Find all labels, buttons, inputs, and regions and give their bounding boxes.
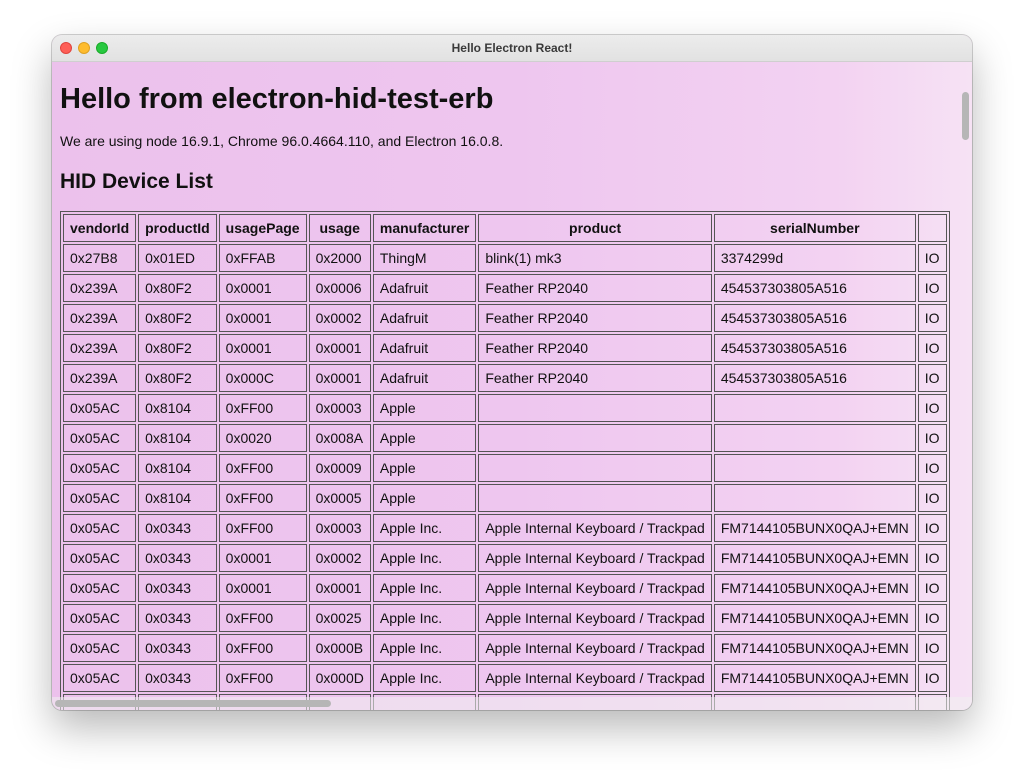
column-header: productId: [138, 214, 217, 242]
table-cell: 0x8104: [138, 424, 217, 452]
column-header: usagePage: [219, 214, 307, 242]
table-row: [63, 664, 947, 692]
table-cell: FM7144105BUNX0QAJ+EMN: [714, 634, 916, 662]
table-cell: 0x000C: [219, 364, 307, 392]
table-cell: FM7144105BUNX0QAJ+EMN: [714, 664, 916, 692]
table-cell: IO: [918, 634, 947, 662]
page-content: [52, 62, 972, 710]
table-cell: Feather RP2040: [478, 364, 711, 392]
hid-device-table: [60, 211, 950, 710]
table-cell: [714, 394, 916, 422]
table-cell: Apple: [373, 394, 476, 422]
table-cell: 0x01ED: [138, 244, 217, 272]
table-cell: 0xFF00: [219, 394, 307, 422]
table-cell: 0x05AC: [63, 484, 136, 512]
table-cell: 454537303805A516: [714, 364, 916, 392]
table-cell: 0x0002: [309, 304, 371, 332]
table-cell: Feather RP2040: [478, 274, 711, 302]
table-row: [63, 424, 947, 452]
table-row: [63, 394, 947, 422]
table-cell: 0x8104: [138, 454, 217, 482]
column-header: vendorId: [63, 214, 136, 242]
table-cell: 0x0002: [309, 544, 371, 572]
column-header: product: [478, 214, 711, 242]
table-cell: 0x239A: [63, 334, 136, 362]
table-cell: ThingM: [373, 244, 476, 272]
table-cell: Apple Internal Keyboard / Trackpad: [478, 604, 711, 632]
table-cell: 0x27B8: [63, 244, 136, 272]
table-cell: blink(1) mk3: [478, 244, 711, 272]
table-cell: 0xFF00: [219, 664, 307, 692]
table-cell: 0x0001: [219, 274, 307, 302]
table-cell: 454537303805A516: [714, 304, 916, 332]
table-header-row: [63, 214, 947, 242]
table-cell: 0x05AC: [63, 454, 136, 482]
table-cell: IO: [918, 364, 947, 392]
table-cell: IO: [918, 274, 947, 302]
table-cell: 0x0001: [219, 334, 307, 362]
table-cell: IO: [918, 604, 947, 632]
table-cell: 0xFF00: [219, 454, 307, 482]
table-row: [63, 244, 947, 272]
table-cell: 0x2000: [309, 244, 371, 272]
table-cell: 0x239A: [63, 274, 136, 302]
table-cell: 0x0001: [309, 334, 371, 362]
table-cell: Apple Inc.: [373, 574, 476, 602]
table-cell: 3374299d: [714, 244, 916, 272]
column-header: [918, 214, 947, 242]
table-cell: IO: [918, 334, 947, 362]
table-cell: 0x8104: [138, 484, 217, 512]
table-cell: 0x0025: [309, 604, 371, 632]
table-row: [63, 544, 947, 572]
table-cell: 0x000B: [309, 634, 371, 662]
table-row: [63, 484, 947, 512]
table-cell: 0x239A: [63, 304, 136, 332]
table-cell: 0x0343: [138, 544, 217, 572]
table-row: [63, 334, 947, 362]
table-cell: 0x0001: [219, 304, 307, 332]
table-cell: Apple Internal Keyboard / Trackpad: [478, 664, 711, 692]
table-cell: 0x0343: [138, 514, 217, 542]
table-cell: 0x05AC: [63, 574, 136, 602]
table-cell: 0xFF00: [219, 514, 307, 542]
table-cell: Feather RP2040: [478, 334, 711, 362]
table-cell: FM7144105BUNX0QAJ+EMN: [714, 574, 916, 602]
table-cell: IO: [918, 514, 947, 542]
table-cell: FM7144105BUNX0QAJ+EMN: [714, 604, 916, 632]
table-cell: 0x05AC: [63, 634, 136, 662]
table-cell: FM7144105BUNX0QAJ+EMN: [714, 514, 916, 542]
table-cell: Apple: [373, 484, 476, 512]
column-header: manufacturer: [373, 214, 476, 242]
table-cell: [478, 484, 711, 512]
table-cell: 0xFFAB: [219, 244, 307, 272]
table-cell: 0x80F2: [138, 304, 217, 332]
table-cell: Apple Inc.: [373, 544, 476, 572]
table-cell: Apple Inc.: [373, 514, 476, 542]
table-cell: Adafruit: [373, 334, 476, 362]
table-cell: [478, 394, 711, 422]
table-row: [63, 634, 947, 662]
table-cell: 454537303805A516: [714, 334, 916, 362]
table-cell: 0x0343: [138, 664, 217, 692]
column-header: serialNumber: [714, 214, 916, 242]
table-cell: Adafruit: [373, 274, 476, 302]
table-cell: 0x05AC: [63, 604, 136, 632]
table-cell: 0xFF00: [219, 634, 307, 662]
table-cell: Apple Inc.: [373, 664, 476, 692]
table-cell: Apple Internal Keyboard / Trackpad: [478, 574, 711, 602]
table-cell: 0x0003: [309, 394, 371, 422]
table-cell: IO: [918, 424, 947, 452]
table-cell: Adafruit: [373, 304, 476, 332]
title-bar[interactable]: [52, 35, 972, 62]
table-cell: 0x05AC: [63, 394, 136, 422]
table-cell: 0x0343: [138, 604, 217, 632]
table-cell: 0x0009: [309, 454, 371, 482]
table-cell: IO: [918, 454, 947, 482]
vertical-scrollbar-thumb[interactable]: [962, 92, 969, 140]
table-cell: 0x008A: [309, 424, 371, 452]
table-cell: IO: [918, 244, 947, 272]
table-cell: Feather RP2040: [478, 304, 711, 332]
table-cell: 0x239A: [63, 364, 136, 392]
table-row: [63, 364, 947, 392]
table-cell: 0xFF00: [219, 484, 307, 512]
table-cell: 0x0001: [219, 544, 307, 572]
table-cell: Apple: [373, 454, 476, 482]
table-cell: Apple Internal Keyboard / Trackpad: [478, 634, 711, 662]
table-cell: 454537303805A516: [714, 274, 916, 302]
table-row: [63, 514, 947, 542]
table-cell: 0x000D: [309, 664, 371, 692]
table-cell: Apple: [373, 424, 476, 452]
table-cell: 0x80F2: [138, 334, 217, 362]
table-cell: IO: [918, 484, 947, 512]
horizontal-scrollbar-thumb[interactable]: [55, 700, 331, 707]
table-cell: 0x0001: [309, 364, 371, 392]
table-row: [63, 274, 947, 302]
version-info: We are using node 16.9.1, Chrome 96.0.4664.110, and Electron 16.0.8.: [60, 133, 504, 149]
table-cell: 0x0020: [219, 424, 307, 452]
table-cell: [478, 454, 711, 482]
table-body: [63, 244, 947, 710]
table-cell: Adafruit: [373, 364, 476, 392]
table-cell: 0x0343: [138, 634, 217, 662]
table-cell: IO: [918, 304, 947, 332]
table-cell: [478, 424, 711, 452]
table-cell: [714, 484, 916, 512]
table-cell: 0x80F2: [138, 274, 217, 302]
page-title: Hello from electron-hid-test-erb: [60, 83, 494, 115]
table-cell: IO: [918, 664, 947, 692]
table-cell: 0x0003: [309, 514, 371, 542]
device-list-heading: HID Device List: [60, 170, 213, 193]
table-cell: 0x0001: [309, 574, 371, 602]
table-cell: IO: [918, 544, 947, 572]
table-cell: [714, 424, 916, 452]
window-title: Hello Electron React!: [451, 41, 573, 55]
table-cell: Apple Inc.: [373, 634, 476, 662]
table-cell: 0x0001: [219, 574, 307, 602]
table-cell: [714, 454, 916, 482]
table-cell: 0x05AC: [63, 664, 136, 692]
column-header: usage: [309, 214, 371, 242]
table-cell: FM7144105BUNX0QAJ+EMN: [714, 544, 916, 572]
table-cell: IO: [918, 394, 947, 422]
table-cell: Apple Inc.: [373, 604, 476, 632]
table-cell: 0xFF00: [219, 604, 307, 632]
table-cell: 0x0006: [309, 274, 371, 302]
table-cell: 0x8104: [138, 394, 217, 422]
table-cell: IO: [918, 574, 947, 602]
table-cell: 0x0005: [309, 484, 371, 512]
table-row: [63, 604, 947, 632]
table-cell: Apple Internal Keyboard / Trackpad: [478, 514, 711, 542]
table-row: [63, 304, 947, 332]
table-row: [63, 574, 947, 602]
app-window: [52, 35, 972, 710]
table-cell: Apple Internal Keyboard / Trackpad: [478, 544, 711, 572]
table-cell: 0x05AC: [63, 514, 136, 542]
page-body: [60, 62, 950, 710]
table-cell: 0x05AC: [63, 544, 136, 572]
table-row: [63, 454, 947, 482]
table-cell: 0x80F2: [138, 364, 217, 392]
table-cell: 0x05AC: [63, 424, 136, 452]
table-cell: 0x0343: [138, 574, 217, 602]
